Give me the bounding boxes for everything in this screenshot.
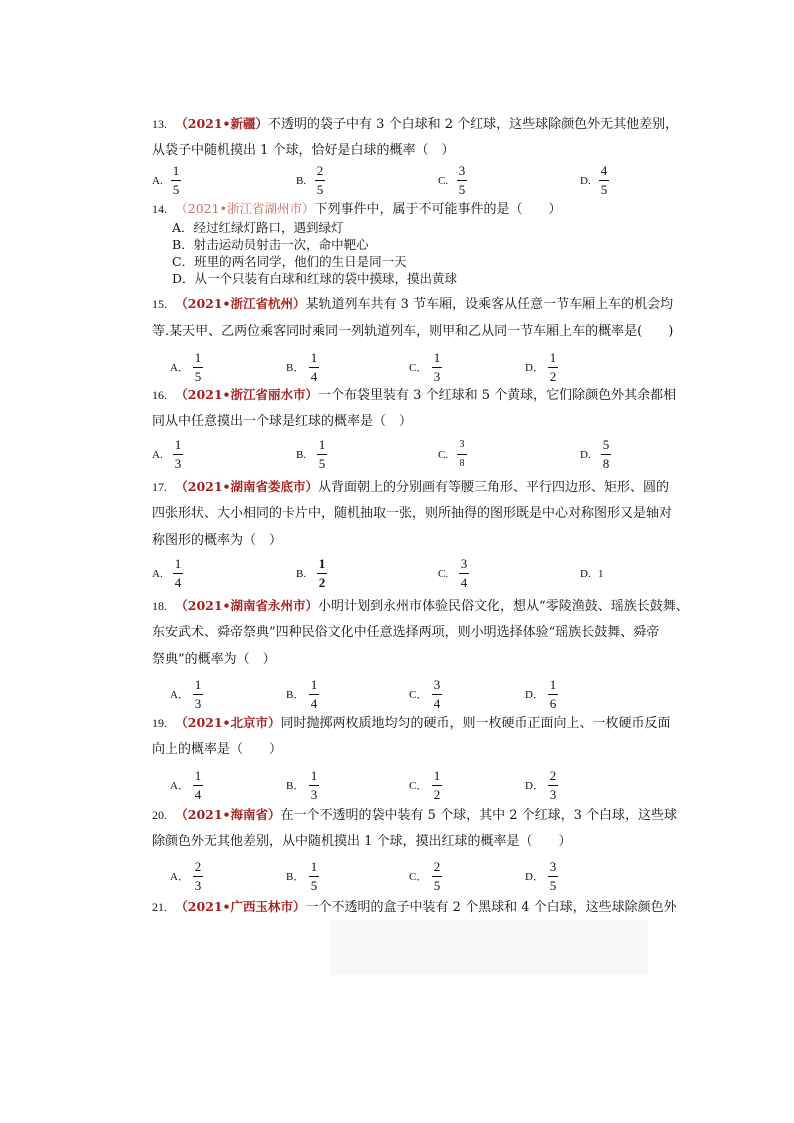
question-text: 同时抛掷两枚质地均匀的硬币，则一枚硬币正面向上、一枚硬币反面	[280, 716, 671, 731]
question-number: 19.	[152, 716, 167, 730]
question-14-line-1	[152, 201, 561, 218]
question-18-line-3: 祭典”的概率为（ ）	[152, 652, 276, 667]
question-18-options: A． 1 3 B． 1 4 C． 3 4 D． 1 6	[170, 677, 557, 711]
question-source: （2021•浙江省杭州）	[175, 296, 306, 311]
choice-d: D．从一个只装有白球和红球的袋中摸球，摸出黄球	[172, 271, 458, 286]
question-number: 13.	[152, 117, 167, 131]
question-21-line-1	[152, 899, 677, 916]
question-source: （2021•广西玉林市）	[175, 899, 306, 914]
question-text: 在一个不透明的袋中装有 5 个球，其中 2 个红球，3 个白球，这些球	[280, 808, 678, 823]
question-text: 从背面朝上的分别画有等腰三角形、平行四边形、矩形、圆的	[318, 480, 670, 495]
question-number: 18.	[152, 599, 167, 613]
choice-c: C．班里的两名同学，他们的生日是同一天	[172, 254, 407, 269]
question-source: （2021•海南省）	[175, 807, 281, 822]
question-15-line-2: 等.某天甲、乙两位乘客同时乘同一列轨道列车，则甲和乙从同一节车厢上车的概率是( )	[152, 324, 674, 339]
question-source: （2021•浙江省湖州市）	[175, 201, 315, 216]
question-16-line-1	[152, 387, 676, 404]
question-16-line-2: 同从中任意摸出一个球是红球的概率是（ ）	[152, 414, 413, 429]
question-15-options: A． 1 5 B． 1 4 C． 1 3 D． 1 2	[170, 350, 557, 384]
question-source: （2021•新疆）	[175, 116, 269, 131]
choice-b: B．射击运动员射击一次，命中靶心	[172, 237, 369, 252]
question-13-options: A. 1 5 B. 2 5 C. 3 5 D. 4 5	[152, 163, 608, 197]
question-19-line-1	[152, 715, 671, 732]
question-number: 15.	[152, 297, 167, 311]
question-19-line-2: 向上的概率是（ ）	[152, 742, 283, 757]
question-17-line-1	[152, 479, 669, 496]
question-source: （2021•北京市）	[175, 715, 281, 730]
question-number: 21.	[152, 900, 167, 914]
question-20-line-2: 除颜色外无其他差别，从中随机摸出 1 个球，摸出红球的概率是（ ）	[152, 834, 572, 849]
question-text: 下列事件中，属于不可能事件的是（ ）	[314, 202, 562, 217]
question-20-line-1	[152, 807, 677, 824]
question-18-line-2: 东安武术、舜帝祭典”四种民俗文化中任意选择两项，则小明选择体验“瑶族长鼓舞、舜帝	[152, 625, 660, 640]
question-13-line-2: 从袋子中随机摸出 1 个球，恰好是白球的概率（ ）	[152, 143, 455, 158]
question-number: 16.	[152, 388, 167, 402]
question-source: （2021•湖南省永州市）	[175, 598, 319, 613]
question-text: 某轨道列车共有 3 节车厢，设乘客从任意一节车厢上车的机会均	[305, 297, 674, 312]
question-19-options: A． 1 4 B． 1 3 C． 1 2 D． 2 3	[170, 768, 557, 802]
question-text: 小明计划到永州市体验民俗文化，想从“零陵渔鼓、瑶族长鼓舞、	[318, 599, 689, 614]
question-17-options: A. 1 4 B. 1 2 C. 3 4 D. 1	[152, 556, 604, 590]
scan-shading	[330, 920, 648, 975]
question-number: 20.	[152, 808, 167, 822]
question-17-line-3: 称图形的概率为（ ）	[152, 533, 283, 548]
question-20-options: A． 2 3 B． 1 5 C． 2 5 D． 3 5	[170, 859, 557, 893]
question-source: （2021•浙江省丽水市）	[175, 387, 319, 402]
question-15-line-1	[152, 296, 673, 313]
choice-a: A．经过红绿灯路口，遇到绿灯	[172, 220, 344, 235]
question-text: 一个布袋里装有 3 个红球和 5 个黄球，它们除颜色外其余都相	[318, 388, 677, 403]
question-17-line-2: 四张形状、大小相同的卡片中，随机抽取一张，则所抽得的图形既是中心对称图形又是轴对	[152, 506, 673, 521]
question-text: 一个不透明的盒子中装有 2 个黑球和 4 个白球，这些球除颜色外	[305, 900, 677, 915]
question-number: 17.	[152, 480, 167, 494]
question-16-options: A. 1 3 B. 1 5 C. 3 8 D. 5 8	[152, 437, 610, 471]
question-text: 不透明的袋子中有 3 个白球和 2 个红球，这些球除颜色外无其他差别，	[268, 117, 679, 132]
question-number: 14.	[152, 202, 167, 216]
question-source: （2021•湖南省娄底市）	[175, 479, 319, 494]
question-18-line-1	[152, 598, 689, 615]
question-13-line-1	[152, 116, 678, 133]
